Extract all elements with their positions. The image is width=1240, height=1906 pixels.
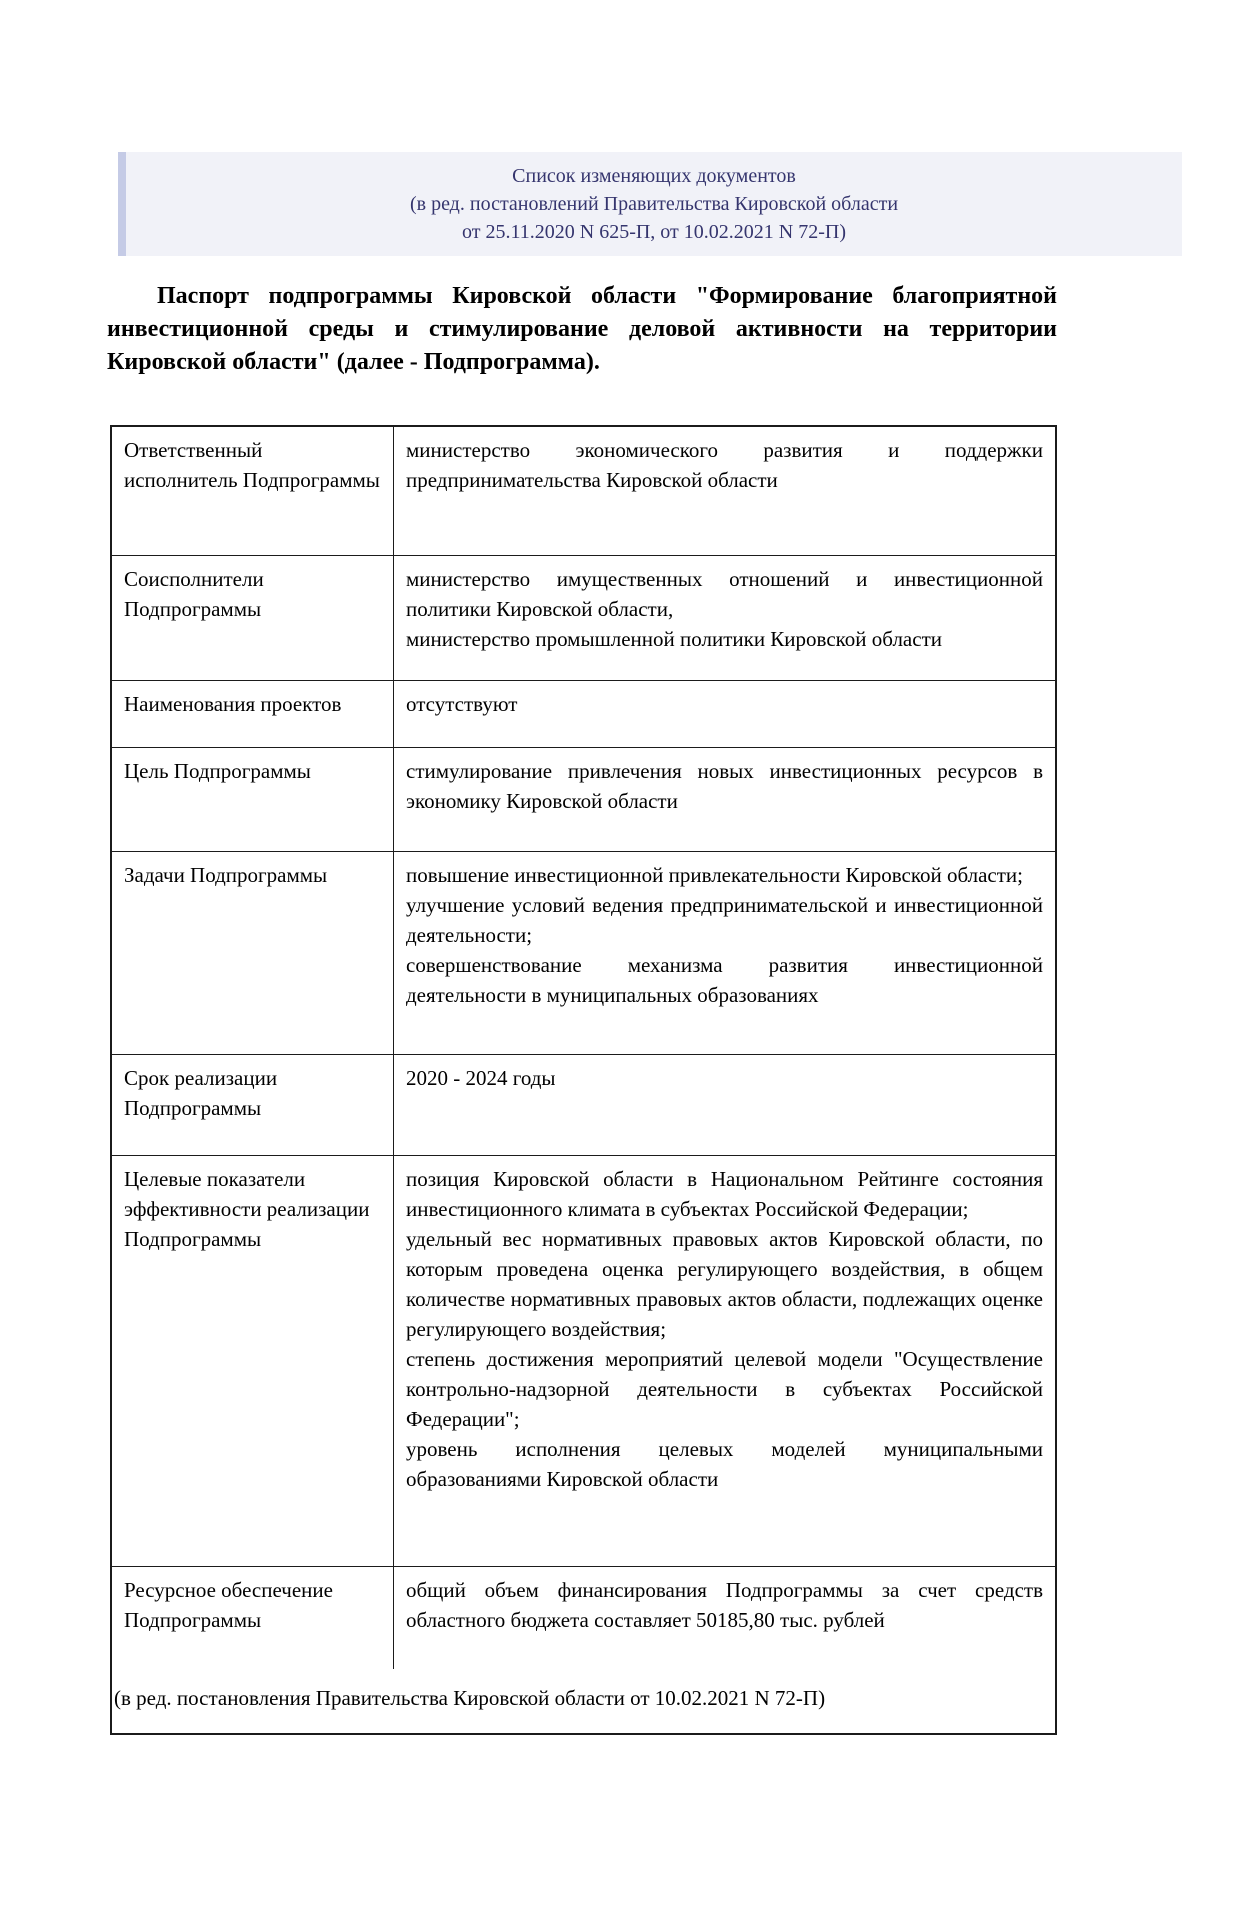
value-paragraph: общий объем финансирования Подпрограммы за счет средств областного бюджета составляет 50185,80 тыс. рублей <box>406 1578 1043 1632</box>
value-paragraph: удельный вес нормативных правовых актов Кировской области, по которым проведена оценка регулирующего воздействия, в общем количестве нормативных правовых актов области, подлежащих оценке регулирующего воздействия; <box>406 1227 1043 1341</box>
value-paragraph: повышение инвестиционной привлекательности Кировской области; <box>406 863 1023 887</box>
row-value <box>394 1055 1057 1156</box>
table-row-responsible-executor <box>111 426 1056 556</box>
revision-line: от 25.11.2020 N 625-П, от 10.02.2021 N 72-П) <box>462 221 846 243</box>
passport-table <box>110 425 1057 1735</box>
table-row-resource-support <box>111 1567 1056 1670</box>
row-label: Соисполнители Подпрограммы <box>111 556 394 681</box>
table-row-tasks <box>111 852 1056 1055</box>
value-paragraph: позиция Кировской области в Национальном Рейтинге состояния инвестиционного климата в субъектах Российской Федерации; <box>406 1167 1043 1221</box>
value-paragraph: министерство промышленной политики Кировской области <box>406 627 942 651</box>
table-row-goal <box>111 748 1056 852</box>
value-paragraph: совершенствование механизма развития инвестиционной деятельности в муниципальных образованиях <box>406 953 1043 1007</box>
value-paragraph: 2020 - 2024 годы <box>406 1066 556 1090</box>
revision-note: (в ред. постановления Правительства Кировской области от 10.02.2021 N 72-П) <box>114 1686 826 1710</box>
value-paragraph: стимулирование привлечения новых инвестиционных ресурсов в экономику Кировской области <box>406 759 1043 813</box>
row-value <box>394 852 1057 1055</box>
value-paragraph: министерство имущественных отношений и инвестиционной политики Кировской области, <box>406 567 1043 621</box>
value-paragraph: отсутствуют <box>406 692 518 716</box>
value-paragraph: министерство экономического развития и поддержки предпринимательства Кировской области <box>406 438 1043 492</box>
table-row-co-executors <box>111 556 1056 681</box>
row-label: Целевые показатели эффективности реализации Подпрограммы <box>111 1156 394 1567</box>
value-paragraph: улучшение условий ведения предпринимательской и инвестиционной деятельности; <box>406 893 1043 947</box>
row-label: Ответственный исполнитель Подпрограммы <box>111 426 394 556</box>
row-value <box>394 681 1057 748</box>
row-value <box>394 748 1057 852</box>
value-paragraph: уровень исполнения целевых моделей муниципальными образованиями Кировской области <box>406 1437 1043 1491</box>
revision-line: (в ред. постановлений Правительства Кировской области <box>409 193 899 215</box>
row-label: Ресурсное обеспечение Подпрограммы <box>111 1567 394 1670</box>
revision-note-box <box>118 152 1182 256</box>
row-value <box>394 1567 1057 1670</box>
row-label: Цель Подпрограммы <box>111 748 394 852</box>
passport-heading: Паспорт подпрограммы Кировской области "Формирование благоприятной инвестиционной среды и стимулирование деловой активности на территории Кировской области" (далее - Подпрограмма). <box>107 283 1057 375</box>
table-row-target-indicators <box>111 1156 1056 1567</box>
row-value <box>394 426 1057 556</box>
row-value <box>394 556 1057 681</box>
table-row-implementation-period <box>111 1055 1056 1156</box>
table-row-project-names <box>111 681 1056 748</box>
revision-line: Список изменяющих документов <box>512 165 796 187</box>
value-paragraph: степень достижения мероприятий целевой модели "Осуществление контрольно-надзорной деятельности в субъектах Российской Федерации"; <box>406 1347 1043 1431</box>
table-row-revision-note <box>111 1669 1056 1734</box>
row-label: Задачи Подпрограммы <box>111 852 394 1055</box>
row-value <box>394 1156 1057 1567</box>
row-label: Срок реализации Подпрограммы <box>111 1055 394 1156</box>
row-label: Наименования проектов <box>111 681 394 748</box>
